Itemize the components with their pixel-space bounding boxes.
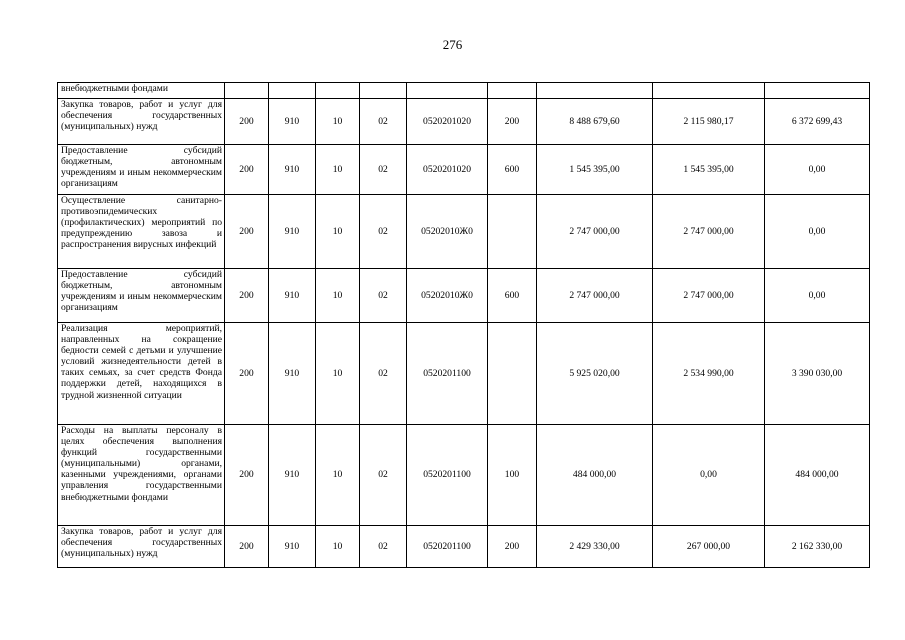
grbs-code-cell: 910 — [269, 526, 316, 568]
admin-code-cell — [225, 83, 269, 99]
amount-1-cell: 0,00 — [653, 425, 765, 526]
expense-name-cell: Предоставление субсидий бюджетным, автономным учреждениям и иным некоммерческим организациям — [58, 269, 225, 323]
subsection-cell: 02 — [360, 195, 407, 269]
grbs-code-cell: 910 — [269, 425, 316, 526]
table-row — [58, 83, 870, 99]
admin-code-cell: 200 — [225, 269, 269, 323]
amount-2-cell: 2 162 330,00 — [765, 526, 870, 568]
table-row — [58, 269, 870, 323]
target-article-cell: 0520201020 — [407, 145, 488, 195]
grbs-code-cell: 910 — [269, 269, 316, 323]
amount-1-cell: 267 000,00 — [653, 526, 765, 568]
expense-name-cell: внебюджетными фондами — [58, 83, 225, 99]
expense-name-cell: Закупка товаров, работ и услуг для обеспечения государственных (муниципальных) нужд — [58, 526, 225, 568]
amount-total-cell — [537, 83, 653, 99]
subsection-cell: 02 — [360, 323, 407, 425]
subsection-cell: 02 — [360, 269, 407, 323]
amount-total-cell: 484 000,00 — [537, 425, 653, 526]
amount-1-cell: 2 115 980,17 — [653, 99, 765, 145]
table-row — [58, 425, 870, 526]
subsection-cell: 02 — [360, 526, 407, 568]
budget-table — [57, 82, 870, 568]
grbs-code-cell: 910 — [269, 145, 316, 195]
expense-type-cell — [488, 195, 537, 269]
section-cell: 10 — [316, 195, 360, 269]
target-article-cell: 05202010Ж0 — [407, 269, 488, 323]
subsection-cell: 02 — [360, 425, 407, 526]
amount-total-cell: 1 545 395,00 — [537, 145, 653, 195]
target-article-cell: 05202010Ж0 — [407, 195, 488, 269]
expense-type-cell — [488, 323, 537, 425]
amount-2-cell: 3 390 030,00 — [765, 323, 870, 425]
expense-type-cell: 200 — [488, 526, 537, 568]
grbs-code-cell: 910 — [269, 195, 316, 269]
expense-name-cell: Реализация мероприятий, направленных на сокращение бедности семей с детьми и улучшение условий жизнедеятельности детей в таких семьях, за счет средств Фонда поддержки детей, находящихся в трудной жизненной ситуации — [58, 323, 225, 425]
table-row — [58, 526, 870, 568]
admin-code-cell: 200 — [225, 195, 269, 269]
amount-2-cell: 0,00 — [765, 145, 870, 195]
section-cell — [316, 83, 360, 99]
amount-2-cell: 6 372 699,43 — [765, 99, 870, 145]
amount-total-cell: 2 747 000,00 — [537, 269, 653, 323]
expense-type-cell: 600 — [488, 269, 537, 323]
expense-type-cell: 200 — [488, 99, 537, 145]
table-row — [58, 323, 870, 425]
section-cell: 10 — [316, 145, 360, 195]
admin-code-cell: 200 — [225, 99, 269, 145]
expense-name-cell: Осуществление санитарно-противоэпидемических (профилактических) мероприятий по предупреждению завоза и распространения вирусных инфекций — [58, 195, 225, 269]
grbs-code-cell — [269, 83, 316, 99]
admin-code-cell: 200 — [225, 323, 269, 425]
amount-1-cell: 2 747 000,00 — [653, 195, 765, 269]
table-row — [58, 99, 870, 145]
section-cell: 10 — [316, 99, 360, 145]
subsection-cell: 02 — [360, 99, 407, 145]
amount-total-cell: 2 747 000,00 — [537, 195, 653, 269]
amount-2-cell: 484 000,00 — [765, 425, 870, 526]
target-article-cell: 0520201100 — [407, 526, 488, 568]
expense-name-cell: Предоставление субсидий бюджетным, автономным учреждениям и иным некоммерческим организациям — [58, 145, 225, 195]
table-row — [58, 195, 870, 269]
table-row — [58, 145, 870, 195]
admin-code-cell: 200 — [225, 425, 269, 526]
expense-name-cell: Расходы на выплаты персоналу в целях обеспечения выполнения функций государственными (муниципальными) органами, казенными учреждениями, органами управления государственными внебюджетными фондами — [58, 425, 225, 526]
target-article-cell: 0520201100 — [407, 323, 488, 425]
section-cell: 10 — [316, 323, 360, 425]
target-article-cell — [407, 83, 488, 99]
amount-1-cell: 2 534 990,00 — [653, 323, 765, 425]
grbs-code-cell: 910 — [269, 99, 316, 145]
section-cell: 10 — [316, 526, 360, 568]
amount-2-cell — [765, 83, 870, 99]
amount-1-cell: 2 747 000,00 — [653, 269, 765, 323]
expense-type-cell — [488, 83, 537, 99]
section-cell: 10 — [316, 269, 360, 323]
amount-1-cell: 1 545 395,00 — [653, 145, 765, 195]
expense-name-cell: Закупка товаров, работ и услуг для обеспечения государственных (муниципальных) нужд — [58, 99, 225, 145]
amount-total-cell: 2 429 330,00 — [537, 526, 653, 568]
page-number: 276 — [442, 37, 463, 52]
amount-2-cell: 0,00 — [765, 195, 870, 269]
grbs-code-cell: 910 — [269, 323, 316, 425]
expense-type-cell: 100 — [488, 425, 537, 526]
admin-code-cell: 200 — [225, 526, 269, 568]
subsection-cell: 02 — [360, 145, 407, 195]
subsection-cell — [360, 83, 407, 99]
target-article-cell: 0520201100 — [407, 425, 488, 526]
target-article-cell: 0520201020 — [407, 99, 488, 145]
amount-total-cell: 8 488 679,60 — [537, 99, 653, 145]
amount-1-cell — [653, 83, 765, 99]
section-cell: 10 — [316, 425, 360, 526]
expense-type-cell: 600 — [488, 145, 537, 195]
amount-total-cell: 5 925 020,00 — [537, 323, 653, 425]
amount-2-cell: 0,00 — [765, 269, 870, 323]
admin-code-cell: 200 — [225, 145, 269, 195]
